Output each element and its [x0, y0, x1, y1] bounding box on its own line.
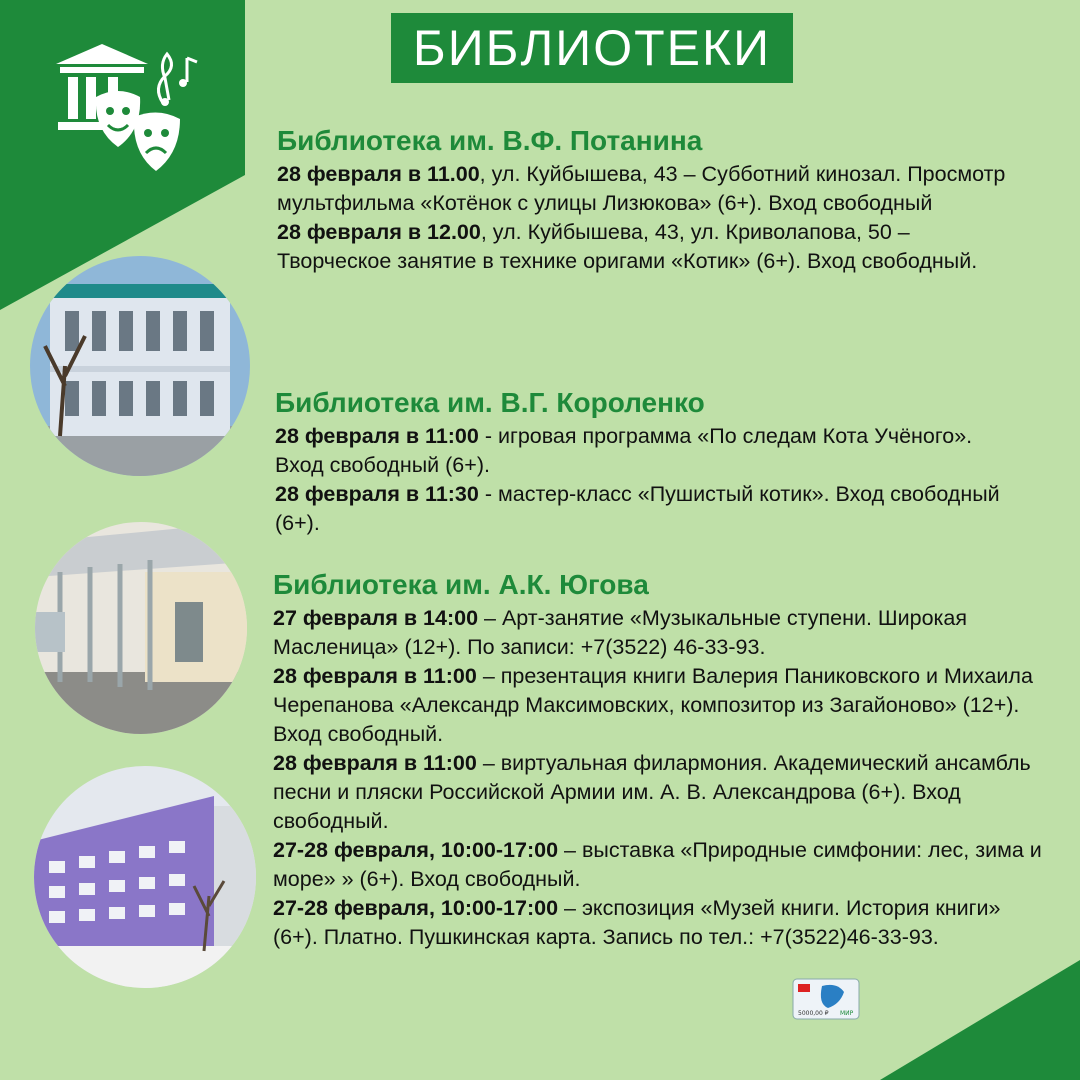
event-description: – Арт-занятие «Музыкальные ступени. Широкая Масленица» (12+). По записи: +7(3522) 46-33-93. [273, 606, 968, 659]
library-section-yugov [273, 568, 1043, 952]
event-description: – экспозиция «Музей книги. История книги» (6+). Платно. Пушкинская карта. Запись по тел.: +7(3522)46-33-93. [273, 896, 1001, 949]
event-datetime: 27-28 февраля, 10:00-17:00 [273, 838, 559, 862]
event-item [275, 422, 1015, 480]
event-description: – выставка «Природные симфонии: лес, зима и море» » (6+). Вход свободный. [273, 838, 1042, 891]
building-image [34, 766, 256, 988]
event-description: - игровая программа «По следам Кота Учёного». Вход свободный (6+). [275, 424, 973, 477]
event-datetime: 28 февраля в 11.00 [277, 162, 480, 186]
page-title: БИБЛИОТЕКИ [391, 13, 793, 83]
card-amount: 5000,00 ₽ [798, 1010, 829, 1017]
pushkin-card-image [792, 978, 860, 1020]
card-brand: МИР [840, 1010, 854, 1017]
event-datetime: 28 февраля в 11:00 [273, 664, 477, 688]
library-title: Библиотека им. В.Ф. Потанина [277, 125, 703, 156]
event-description: , ул. Куйбышева, 43 – Субботний кинозал. Просмотр мультфильма «Котёнок с улицы Лизюкова» (6+). Вход свободный [277, 162, 1006, 215]
event-item [273, 749, 1043, 836]
library-photo-potanin [30, 256, 250, 476]
event-item [273, 836, 1043, 894]
event-datetime: 28 февраля в 12.00 [277, 220, 481, 244]
event-item [275, 480, 1015, 538]
event-datetime: 28 февраля в 11:30 [275, 482, 479, 506]
event-datetime: 28 февраля в 11:00 [275, 424, 479, 448]
event-description: , ул. Куйбышева, 43, ул. Криволапова, 50 – Творческое занятие в технике оригами «Котик» (6+). Вход свободный. [277, 220, 978, 273]
building-image [35, 522, 247, 734]
event-item [277, 160, 1017, 218]
music-notes-icon [145, 48, 200, 108]
event-item [277, 218, 1017, 276]
event-item [273, 894, 1043, 952]
library-photo-korolenko [35, 522, 247, 734]
library-title: Библиотека им. А.К. Югова [273, 569, 649, 600]
event-description: – виртуальная филармония. Академический ансамбль песни и пляски Российской Армии им. А. В. Александрова (6+). Вход свободный. [273, 751, 1031, 833]
library-photo-yugov [34, 766, 256, 988]
library-title: Библиотека им. В.Г. Короленко [275, 387, 705, 418]
event-description: – презентация книги Валерия Паниковского и Михаила Черепанова «Александр Максимовских, композитор из Загайоново» (12+). Вход свободный. [273, 664, 1033, 746]
event-description: - мастер-класс «Пушистый котик». Вход свободный (6+). [275, 482, 1000, 535]
event-datetime: 27 февраля в 14:00 [273, 606, 479, 630]
event-datetime: 28 февраля в 11:00 [273, 751, 477, 775]
event-datetime: 27-28 февраля, 10:00-17:00 [273, 896, 559, 920]
library-section-korolenko [275, 386, 1015, 538]
event-item [273, 604, 1043, 662]
event-item [273, 662, 1043, 749]
library-section-potanin [277, 124, 1017, 276]
building-image [30, 256, 250, 476]
